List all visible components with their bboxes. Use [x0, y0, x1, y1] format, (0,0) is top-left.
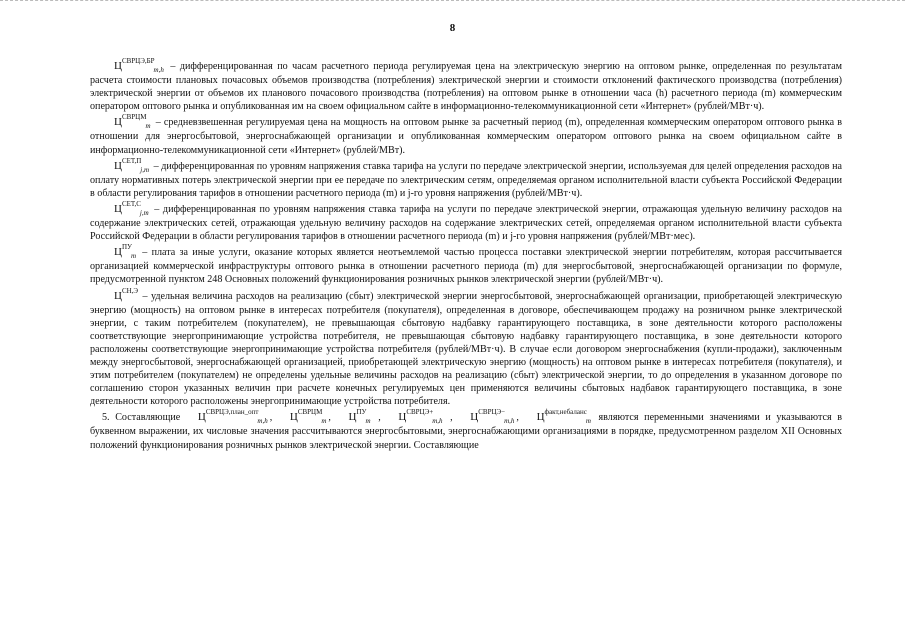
formula-symbol: $Ц^{ПУ}_m$: [114, 243, 137, 261]
formula-symbol: $Ц^{СВРЦЭ+}_{m,h}$: [398, 408, 443, 426]
top-border: [0, 0, 905, 3]
paragraph-text: являются переменными значениями и указываются в буквенном выражении, их числовые значения рассчитываются энергосбытовыми, энергоснабжающими организациями в порядке, предусмотренном разделом XII Основных положений функционирования розничных рынков электрической энергии. Составляющие: [90, 412, 842, 451]
formula-symbol: $Ц^{СВРЦЭ,план\_опт}_{m,h}$: [197, 408, 268, 426]
paragraph-price-bр: [90, 57, 842, 113]
formula-symbol: $Ц^{СЕТ,С}_{j,m}$: [114, 199, 149, 217]
paragraph-text: – средневзвешенная регулируемая цена на мощность на оптовом рынке за расчетный период (m), определенная коммерческим оператором оптового рынка в отношении для энергосбытовой, энергоснабжающей организации и опубликованная коммерческим оператором оптового рынка на своем официальном сайте в информационно-телекоммуникационной сети «Интернет» (рублей/МВт).: [90, 117, 842, 156]
item-5-prefix: 5. Составляющие: [102, 412, 186, 424]
document-body: [90, 57, 842, 452]
paragraph-text: – плата за иные услуги, оказание которых является неотъемлемой частью процесса поставки электрической энергии потребителям, которая рассчитывается организацией коммерческой инфраструктуры оптового рынка в отношении расчетного периода (m) для энергосбытовой, энергоснабжающей организации по формуле, предусмотренной пунктом 248 Основных положений функционирования розничных рынков электрической энергии (рублей/МВт·ч).: [90, 247, 842, 286]
paragraph-text: – дифференцированная по часам расчетного периода регулируемая цена на электрическую энергию на оптовом рынке, определенная по результатам расчета стоимости плановых почасовых объемов производства (потребления) электрической энергии и стоимости отклонений фактического производства (потребления) электрической энергии от объемов их планового почасового производства (потребления) на оптовом рынке в отношении часа (h) расчетного периода (m) коммерческим оператором оптового рынка и опубликованная им на своем официальном сайте в информационно-телекоммуникационной сети «Интернет» (рублей/МВт·ч).: [90, 61, 842, 113]
paragraph-other-services: [90, 243, 842, 286]
formula-symbol: $Ц^{СВРЦЭ,БР}_{m,h}$: [114, 57, 164, 74]
formula-symbol: $Ц^{СН,Э}$: [114, 286, 139, 302]
paragraph-item-5: 5. Составляющие $Ц^{СВРЦЭ,план\_опт}_{m,h}$ , $Ц^{СВРЦМ}_m$ , $Ц^{ПУ}_m$ , $Ц^{СВРЦЭ+}_{m,h}$ , $Ц^{СВРЦЭ-}_{m,h}$ , $Ц^{факт,небаланс}_m$ являются переменными значениями и указываются в буквенном выражении, их числовые значения рассчитываются энергосбытовыми, энергоснабжающими организациями в порядке, предусмотренном разделом XII Основных положений функционирования розничных рынков электрической энергии. Составляющие: [90, 408, 842, 451]
paragraph-text: – удельная величина расходов на реализацию (сбыт) электрической энергии энергосбытовой, энергоснабжающей организации, приобретающей электрическую энергию (мощность) на оптовом рынке в интересах потребителя (покупателя), определенная в договоре, обеспечивающем продажу на розничном рынке электрической энергии, с таким потребителем (покупателем), не превышающая сбытовую надбавку гарантирующего поставщика, в зоне деятельности которого расположены соответствующие энергопринимающие устройства потребителя, не превышающая сбытовую надбавку гарантирующего поставщика, в зоне деятельности которого расположены соответствующие энергопринимающие устройства потребителя (рублей/МВт·ч). В случае если договором энергоснабжения (купли-продажи), заключенным между энергосбытовой, энергоснабжающей организацией, приобретающей электрическую энергию (мощность) на оптовом рынке в интересах потребителя (покупателя), и этим потребителем (покупателем) не определены удельные величины расходов на реализацию (сбыт) электрической энергии, то до определения в указанном договоре по соглашению сторон указанных величин при расчете конечных регулируемых цен применяются величины сбытовых надбавок гарантирующего поставщика, в зоне деятельности которого расположены энергопринимающие устройства потребителя.: [90, 290, 842, 408]
paragraph-sales-expenses: [90, 286, 842, 409]
formula-symbol: $Ц^{СВРЦЭ-}_{m,h}$: [470, 408, 515, 426]
formula-symbol: $Ц^{ПУ}_m$: [348, 408, 371, 426]
paragraph-losses-tariff: [90, 156, 842, 200]
paragraph-capacity-price: [90, 113, 842, 156]
paragraph-network-tariff: [90, 199, 842, 243]
paragraph-text: – дифференцированная по уровням напряжения ставка тарифа на услуги по передаче электрической энергии, используемая для целей определения расходов на оплату нормативных потерь электрической энергии при ее передаче по электрическим сетям, определяемая органом исполнительной власти субъекта Российской Федерации в области регулирования тарифов в отношении расчетного периода (m) и j-го уровня напряжения (рублей/МВт·ч).: [90, 160, 842, 199]
formula-symbol: $Ц^{СЕТ,П}_{j,m}$: [114, 156, 150, 174]
formula-symbol: $Ц^{СВРЦМ}_m$: [289, 408, 327, 426]
formula-symbol: $Ц^{факт,небаланс}_m$: [536, 408, 591, 426]
paragraph-text: – дифференцированная по уровням напряжения ставка тарифа на услуги по передаче электрической энергии, отражающая удельную величину расходов на содержание электрических сетей, отражающая удельную величину расходов на содержание электрических сетей, определяемая органом исполнительной власти субъекта Российской Федерации в области регулирования тарифов в отношении расчетного периода (m) и j-го уровня напряжения (рублей/МВт·мес).: [90, 203, 842, 243]
formula-symbol: $Ц^{СВРЦМ}_m$: [114, 113, 151, 131]
page-number: 8: [449, 22, 456, 34]
